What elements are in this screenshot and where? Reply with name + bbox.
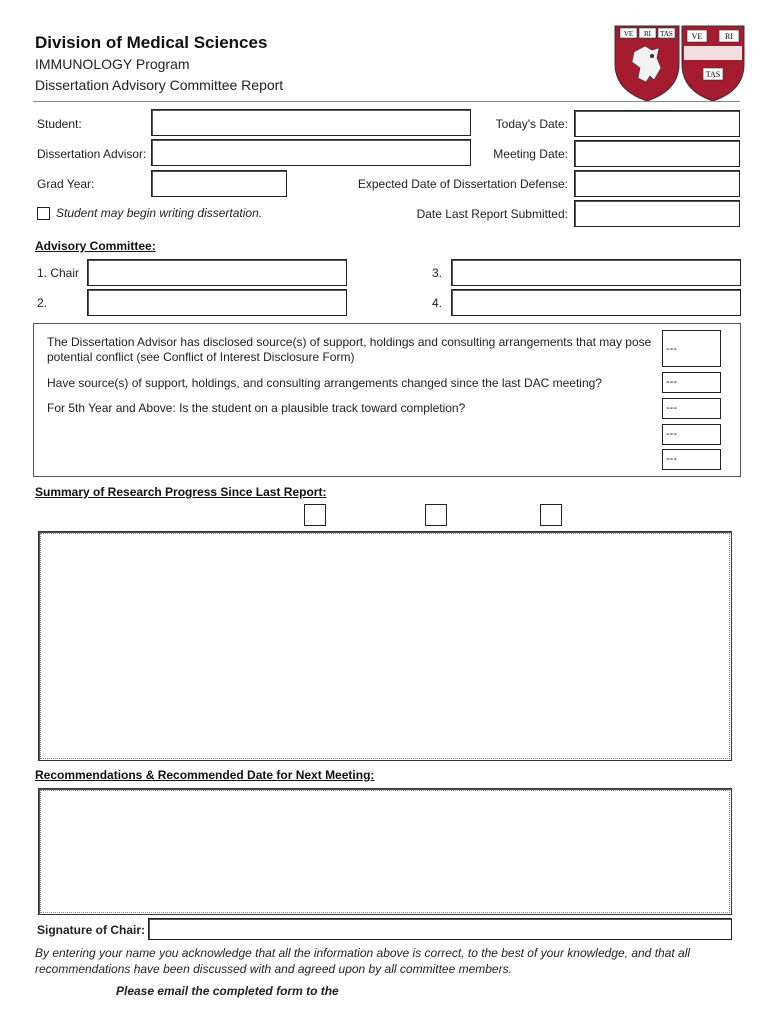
coi-answer-1-select[interactable]: --- [662,330,721,367]
coi-answer-3-select[interactable]: --- [662,398,721,419]
signature-input[interactable] [148,918,732,940]
coi-question-3: For 5th Year and Above: Is the student on a plausible track toward completion? [47,401,466,415]
meeting-date-label: Meeting Date: [493,147,568,161]
advisory-committee-heading: Advisory Committee: [35,239,156,253]
coi-question-1: The Dissertation Advisor has disclosed source(s) of support, holdings and consulting arrangements that may pose potential conflict (see Conflict of Interest Disclosure Form) [47,335,652,364]
shield-left-text-3: TAS [660,30,673,38]
advisor-label: Dissertation Advisor: [37,147,147,161]
harvard-shield-icon [682,26,744,101]
committee-member-2-label: 2. [37,296,48,310]
committee-member-3-label: 3. [432,266,443,280]
coi-answer-5-select[interactable]: --- [662,449,721,470]
shield-right-text-1: VE [691,32,703,41]
may-begin-writing-label: Student may begin writing dissertation. [56,206,263,220]
may-begin-writing-checkbox[interactable] [37,207,50,220]
committee-member-4-input[interactable] [451,289,741,316]
student-label: Student: [37,117,82,131]
shield-left-text-1: VE [623,30,634,38]
committee-member-2-input[interactable] [87,289,347,316]
todays-date-label: Today's Date: [495,117,568,131]
harvard-shields-logo [612,24,746,102]
program-name: IMMUNOLOGY Program [35,56,190,72]
summary-checkbox-3[interactable] [540,504,562,526]
coi-answer-4-select[interactable]: --- [662,424,721,445]
shield-left-text-2: RI [644,30,651,38]
summary-heading: Summary of Research Progress Since Last Report: [35,485,327,499]
coi-question-2: Have source(s) of support, holdings, and consulting arrangements changed since the last DAC meeting? [47,376,602,390]
meeting-date-input[interactable] [574,140,740,167]
shield-right-text-3: TAS [705,70,721,79]
grad-year-label: Grad Year: [37,177,95,191]
advisor-input[interactable] [151,139,471,166]
page-title: Division of Medical Sciences [35,33,268,52]
expected-defense-label: Expected Date of Dissertation Defense: [357,177,568,191]
last-report-label: Date Last Report Submitted: [416,207,568,221]
report-name: Dissertation Advisory Committee Report [35,77,284,93]
shield-right-text-2: RI [725,32,733,41]
recommendations-heading: Recommendations & Recommended Date for Next Meeting: [35,768,375,782]
committee-member-3-input[interactable] [451,259,741,286]
recommendations-textarea[interactable] [38,788,732,915]
last-report-input[interactable] [574,200,740,227]
todays-date-input[interactable] [574,110,740,137]
expected-defense-input[interactable] [574,170,740,197]
committee-member-4-label: 4. [432,296,443,310]
acknowledgement-text: By entering your name you acknowledge that all the information above is correct, to the best of your knowledge, and that all recommendations have been discussed with and agreed upon by all committee members. [35,946,691,976]
header-divider [33,101,740,102]
email-instruction: Please email the completed form to the [116,984,339,998]
coi-answer-2-select[interactable]: --- [662,372,721,393]
summary-textarea[interactable] [38,531,732,761]
summary-checkbox-1[interactable] [304,504,326,526]
summary-checkbox-2[interactable] [425,504,447,526]
student-input[interactable] [151,109,471,136]
hms-shield-icon [615,26,679,101]
committee-member-1-input[interactable] [87,259,347,286]
grad-year-input[interactable] [151,170,287,197]
committee-member-1-label: 1. Chair [37,266,80,280]
signature-label: Signature of Chair: [37,923,146,937]
